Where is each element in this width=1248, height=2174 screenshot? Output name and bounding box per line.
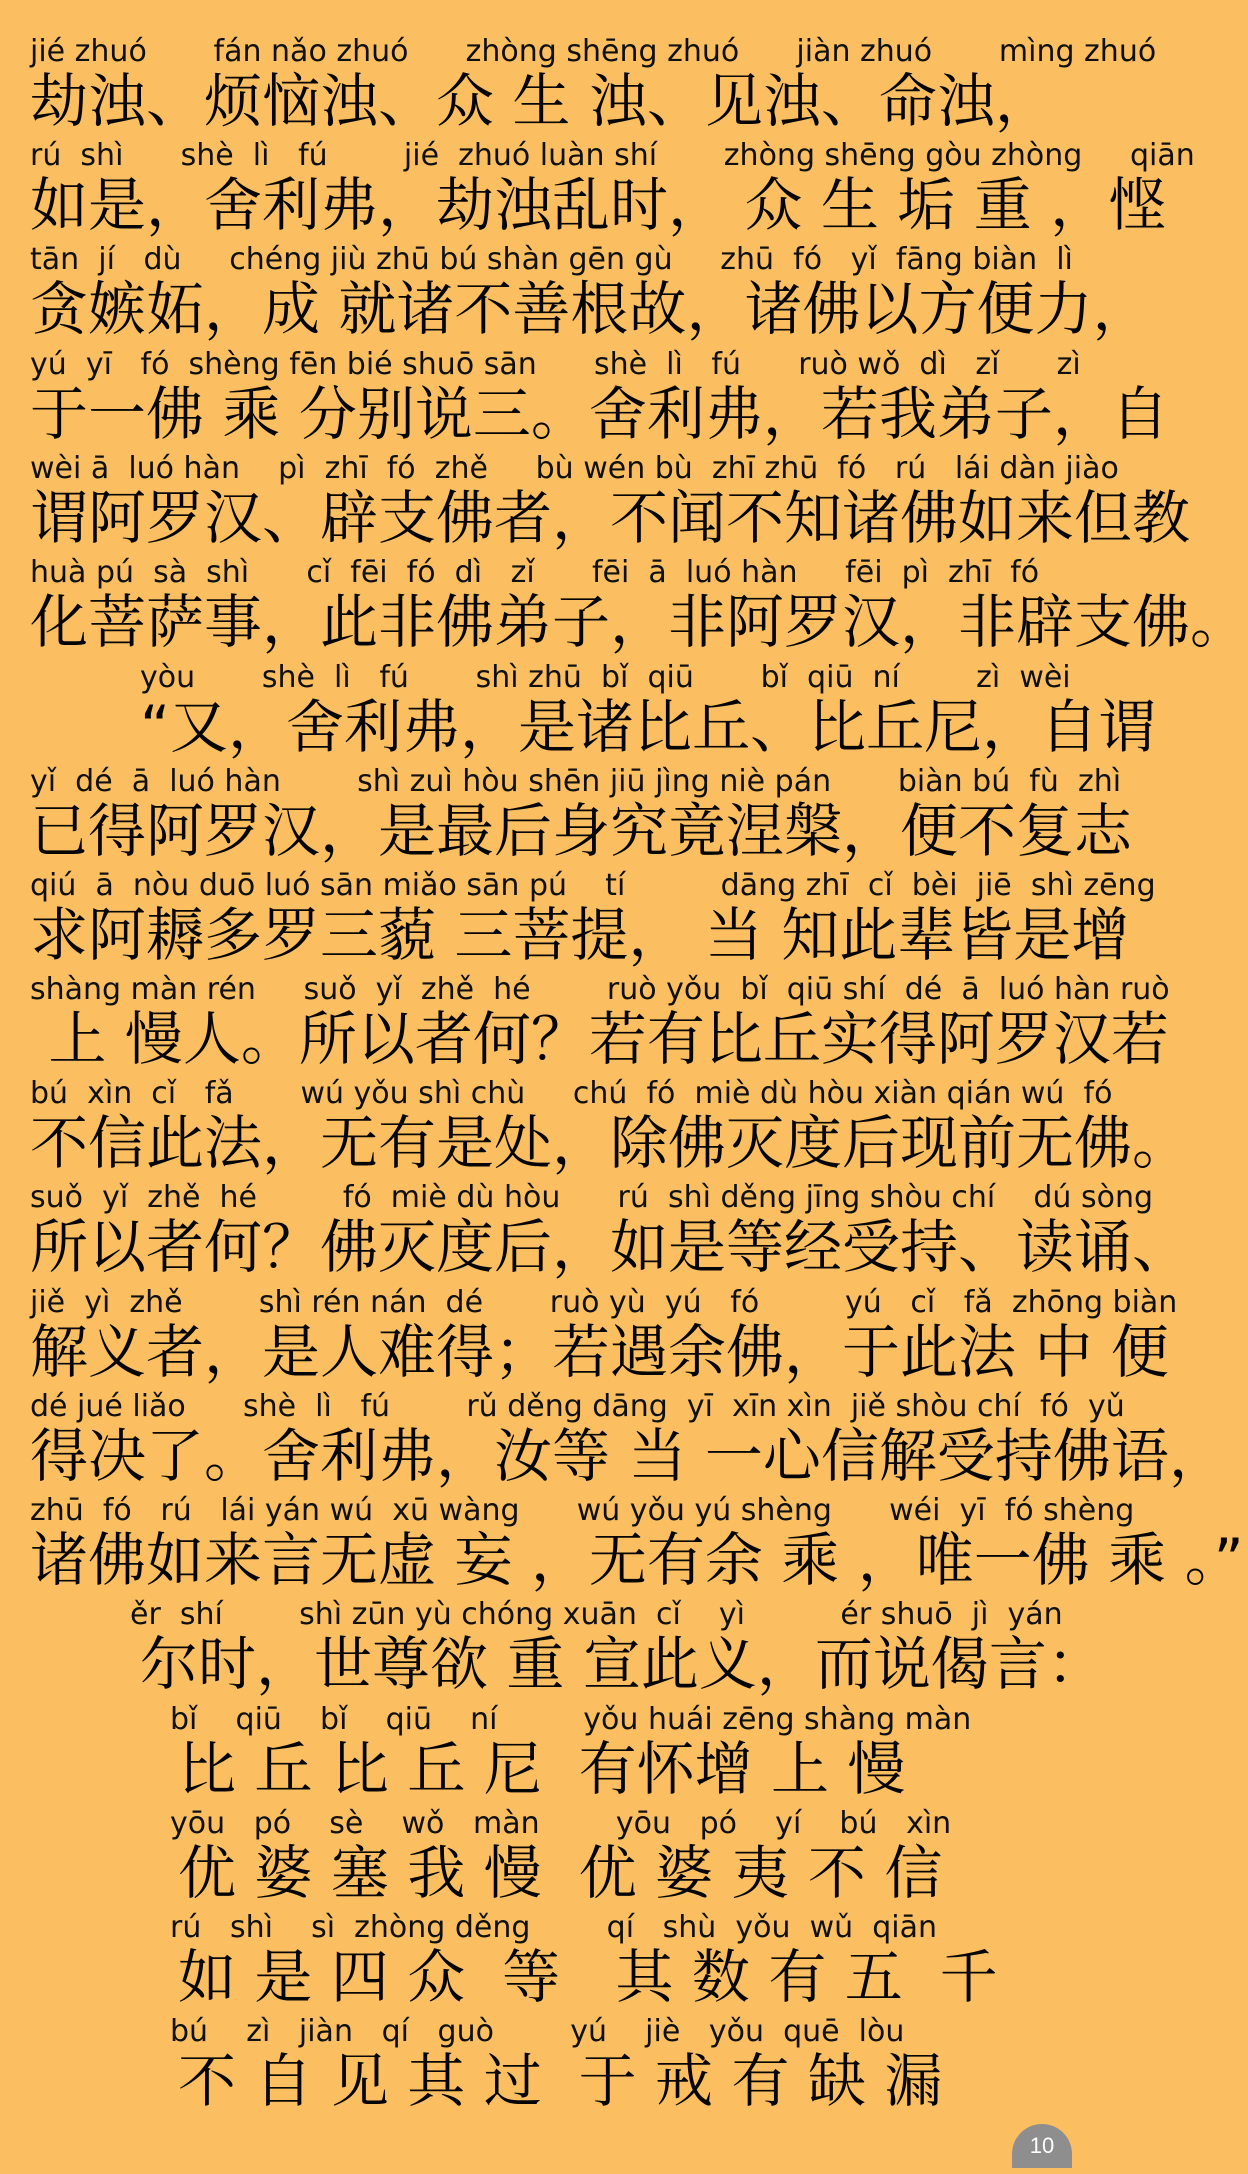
verse-line	[0, 1491, 1244, 1596]
chinese-text: 劫浊、烦恼浊、众 生 浊、见浊、命浊，	[30, 67, 1053, 135]
pinyin-annotation: bú xìn cǐ fǎ wú yǒu shì chù chú fó miè dù hòu xiàn qián wú fó	[30, 1076, 1113, 1111]
pinyin-annotation: yǐ dé ā luó hàn shì zuì hòu shēn jiū jìng niè pán biàn bú fù zhì	[30, 764, 1122, 799]
pinyin-annotation: rú shì shè lì fú jié zhuó luàn shí zhòng shēng gòu zhòng qiān	[30, 138, 1195, 173]
pinyin-annotation: jiě yì zhě shì rén nán dé ruò yù yú fó yú cǐ fǎ zhōng biàn	[30, 1285, 1178, 1320]
pinyin-annotation: bú zì jiàn qí guò yú jiè yǒu quē lòu	[170, 2014, 905, 2049]
verse-line	[0, 1700, 1080, 1805]
chinese-text: 优 婆 塞 我 慢 优 婆 夷 不 信	[178, 1839, 943, 1907]
verse-line	[0, 866, 1156, 971]
chinese-text: 诸佛如来言无虚 妄 ，无有余 乘 ，唯一佛 乘 。”	[30, 1526, 1244, 1594]
chinese-text: 如是，舍利弗，劫浊乱时， 众 生 垢 重 ，悭	[30, 171, 1167, 239]
verse-line	[0, 449, 1191, 554]
chinese-text: 尔时，世尊欲 重 宣此义，而说偈言：	[140, 1630, 1105, 1698]
verse-line	[0, 762, 1133, 867]
pinyin-annotation: shàng màn rén suǒ yǐ zhě hé ruò yǒu bǐ qiū shí dé ā luó hàn ruò	[30, 972, 1170, 1007]
chinese-text: 不信此法，无有是处，除佛灭度后现前无佛。	[30, 1109, 1191, 1177]
pinyin-annotation: yòu shè lì fú shì zhū bǐ qiū bǐ qiū ní zì wèi	[140, 660, 1071, 695]
verse-line	[0, 345, 1169, 450]
pinyin-annotation: suǒ yǐ zhě hé fó miè dù hòu rú shì děng jīng shòu chí dú sòng	[30, 1180, 1154, 1215]
chinese-text: 已得阿罗汉，是最后身究竟涅槃，便不复志	[30, 797, 1133, 865]
chinese-text: 如 是 四 众 等 其 数 有 五 千	[178, 1943, 998, 2011]
verse-line	[0, 658, 1157, 763]
pinyin-annotation: ěr shí shì zūn yù chóng xuān cǐ yì ér shuō jì yán	[130, 1597, 1063, 1632]
chinese-text: 所以者何？佛灭度后，如是等经受持、读诵、	[30, 1213, 1191, 1281]
chinese-text: “又，舍利弗，是诸比丘、比丘尼，自谓	[140, 693, 1157, 761]
page-number-badge: 10	[1012, 2124, 1072, 2168]
verse-line	[0, 1178, 1191, 1283]
verse-line	[0, 1283, 1178, 1388]
verse-line	[0, 32, 1157, 137]
chinese-text: 不 自 见 其 过 于 戒 有 缺 漏	[178, 2047, 943, 2115]
pinyin-annotation: dé jué liǎo shè lì fú rǔ děng dāng yī xīn xìn jiě shòu chí fó yǔ	[30, 1389, 1125, 1424]
pinyin-annotation: tān jí dù chéng jiù zhū bú shàn gēn gù zhū fó yǐ fāng biàn lì	[30, 242, 1073, 277]
chinese-text: 谓阿罗汉、辟支佛者，不闻不知诸佛如来但教	[30, 484, 1191, 552]
pinyin-annotation: zhū fó rú lái yán wú xū wàng wú yǒu yú shèng wéi yī fó shèng	[30, 1493, 1135, 1528]
pinyin-annotation: jié zhuó fán nǎo zhuó zhòng shēng zhuó jiàn zhuó mìng zhuó	[30, 34, 1157, 69]
chinese-text: 化菩萨事，此非佛弟子，非阿罗汉，非辟支佛。	[30, 588, 1248, 656]
verse-line	[0, 1387, 1227, 1492]
pinyin-annotation: bǐ qiū bǐ qiū ní yǒu huái zēng shàng màn	[170, 1702, 972, 1737]
chinese-text: 上 慢人。所以者何？若有比丘实得阿罗汉若	[30, 1005, 1169, 1073]
verse-line	[0, 970, 1170, 1075]
chinese-text: 求阿耨多罗三藐 三菩提， 当 知此辈皆是增	[30, 901, 1130, 969]
verse-line	[0, 553, 1248, 658]
chinese-text: 比 丘 比 丘 尼 有怀增 上 慢	[178, 1735, 906, 1803]
verse-line	[0, 240, 1151, 345]
verse-line	[0, 1074, 1191, 1179]
pinyin-annotation: wèi ā luó hàn pì zhī fó zhě bù wén bù zhī zhū fó rú lái dàn jiào	[30, 451, 1119, 486]
chinese-text: 于一佛 乘 分别说三。舍利弗，若我弟子，自	[30, 380, 1169, 448]
chinese-text: 贪嫉妬，成 就诸不善根故，诸佛以方便力，	[30, 275, 1151, 343]
pinyin-annotation: yōu pó sè wǒ màn yōu pó yí bú xìn	[170, 1806, 952, 1841]
verse-line	[0, 2012, 1080, 2117]
verse-line	[0, 1908, 1080, 2013]
pinyin-annotation: yú yī fó shèng fēn bié shuō sān shè lì fú ruò wǒ dì zǐ zì	[30, 347, 1081, 382]
chinese-text: 解义者，是人难得；若遇余佛，于此法 中 便	[30, 1318, 1169, 1386]
verse-line	[0, 1595, 1105, 1700]
pinyin-annotation: qiú ā nòu duō luó sān miǎo sān pú tí dāng zhī cǐ bèi jiē shì zēng	[30, 868, 1156, 903]
chinese-text: 得决了。舍利弗，汝等 当 一心信解受持佛语，	[30, 1422, 1227, 1490]
verse-line	[0, 136, 1195, 241]
pinyin-annotation: rú shì sì zhòng děng qí shù yǒu wǔ qiān	[170, 1910, 937, 1945]
pinyin-annotation: huà pú sà shì cǐ fēi fó dì zǐ fēi ā luó hàn fēi pì zhī fó	[30, 555, 1040, 590]
verse-line	[0, 1804, 1080, 1909]
